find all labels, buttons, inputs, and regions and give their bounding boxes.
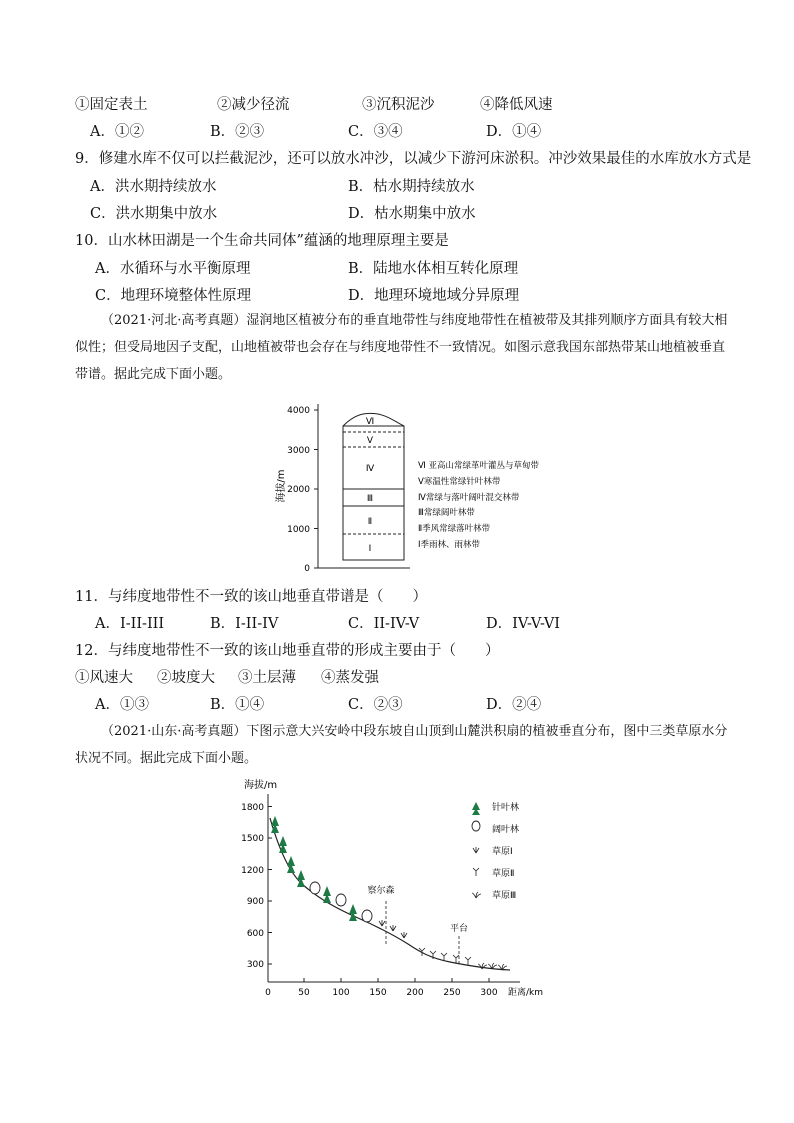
broadleaf-trees — [310, 882, 372, 922]
q12-option-d: D．②④ — [486, 697, 542, 713]
y-tick-label: 2000 — [287, 485, 310, 495]
legend-item: 针叶林 — [492, 803, 520, 813]
q12-statement-4: ④蒸发强 — [321, 670, 379, 686]
y-tick-label: 3000 — [287, 446, 310, 456]
q9-option-d: D．枯水期集中放水 — [348, 206, 476, 222]
belt-label-v: Ⅴ — [366, 436, 374, 446]
place-label-chaersen: 察尔森 — [367, 886, 395, 896]
q10-option-c: C．地理环境整体性原理 — [95, 288, 252, 304]
x-tick-label: 0 — [265, 988, 271, 998]
y-tick-label: 1000 — [287, 525, 310, 535]
legend-item: 阔叶林 — [492, 825, 520, 835]
q9-option-c: C．洪水期集中放水 — [90, 206, 218, 222]
y-tick-label: 0 — [304, 564, 310, 574]
x-tick-label: 100 — [332, 988, 350, 998]
legend-item: 草原Ⅱ — [492, 869, 515, 879]
intro-shandong: （2021·山东·高考真题）下图示意大兴安岭中段东坡自山顶到山麓洪积扇的植被垂直分布，图中三类草原水分状况不同。据此完成下面小题。 — [75, 724, 728, 766]
q10-option-b: B．陆地水体相互转化原理 — [348, 261, 519, 277]
q9-option-b: B．枯水期持续放水 — [348, 179, 475, 195]
x-tick-label: 50 — [298, 988, 310, 998]
y-tick-label: 300 — [246, 960, 264, 970]
belt-label-iii: Ⅲ — [366, 494, 374, 504]
q12-statement-3: ③土层薄 — [238, 670, 296, 686]
legend-item: Ⅵ 亚高山常绿革叶灌丛与草甸带 — [418, 461, 540, 471]
q11-option-d: D．IV-V-VI — [486, 616, 561, 632]
vegetation-profile-figure — [230, 776, 570, 1002]
legend-item: Ⅲ常绿阔叶林带 — [418, 508, 475, 518]
q11-option-c: C．II-IV-V — [348, 616, 420, 632]
q8-statement-3: ③沉积泥沙 — [362, 97, 435, 113]
grassland-iii-symbols — [478, 963, 507, 970]
x-tick-label: 300 — [480, 988, 498, 998]
q8-statement-4: ④降低风速 — [480, 97, 553, 113]
belt-label-i: Ⅰ — [368, 544, 372, 554]
q10-option-a: A．水循环与水平衡原理 — [95, 261, 251, 277]
q12-statement-1: ①风速大 — [75, 670, 133, 686]
q11-option-b: B．I-II-IV — [210, 616, 279, 632]
legend-item: 草原Ⅰ — [492, 847, 513, 857]
legend-item: Ⅱ季风常绿落叶林带 — [418, 524, 491, 534]
y-tick-label: 1200 — [241, 866, 264, 876]
y-tick-label: 1800 — [241, 803, 264, 813]
intro-hebei: （2021·河北·高考真题）湿润地区植被分布的垂直地带性与纬度地带性在植被带及其排列顺序方面具有较大相似性；但受局地因子支配，山地植被带也会存在与纬度地带性不一致情况。如图示意我国东部热带某山地植被垂直带谱。据此完成下面小题。 — [75, 313, 728, 382]
x-axis-label: 距离/km — [508, 988, 544, 998]
q12-option-a: A．①③ — [95, 697, 149, 713]
q10-option-d: D．地理环境地域分异原理 — [348, 288, 520, 304]
q9-stem: 9．修建水库不仅可以拦截泥沙，还可以放水冲沙，以减少下游河床淤积。冲沙效果最佳的水库放水方式是 — [75, 151, 752, 167]
x-tick-label: 200 — [406, 988, 424, 998]
q8-option-b: B．②③ — [210, 124, 265, 140]
y-axis-label: 海拔/m — [276, 469, 287, 503]
q11-stem: 11．与纬度地带性不一致的该山地垂直带谱是（ ） — [75, 589, 427, 605]
y-tick-label: 4000 — [287, 406, 310, 416]
legend-item: Ⅳ常绿与落叶阔叶混交林带 — [418, 493, 520, 503]
place-label-platform: 平台 — [449, 924, 469, 934]
y-tick-label: 600 — [246, 929, 264, 939]
legend-item: 草原Ⅲ — [492, 891, 517, 901]
y-tick-label: 900 — [246, 897, 264, 907]
y-axis — [314, 404, 410, 568]
grassland-ii-symbols — [419, 948, 471, 965]
x-tick-label: 250 — [443, 988, 461, 998]
q12-statement-2: ②坡度大 — [157, 670, 215, 686]
q8-option-d: D．①④ — [486, 124, 542, 140]
vegetation-belt-figure — [270, 396, 570, 576]
belt-column — [343, 413, 404, 560]
q12-option-c: C．②③ — [348, 697, 403, 713]
q12-stem: 12．与纬度地带性不一致的该山地垂直带的形成主要由于（ ） — [75, 643, 500, 659]
q8-statement-2: ②减少径流 — [217, 97, 290, 113]
q8-statement-1: ①固定表土 — [75, 97, 148, 113]
y-axis-label: 海拔/m — [244, 780, 278, 791]
legend-item: Ⅴ寒温性常绿针叶林带 — [418, 477, 501, 487]
q8-option-a: A．①② — [90, 124, 144, 140]
q9-option-a: A．洪水期持续放水 — [90, 179, 217, 195]
belt-label-ii: Ⅱ — [367, 517, 373, 527]
q12-option-b: B．①④ — [210, 697, 265, 713]
x-tick-label: 150 — [369, 988, 387, 998]
belt-label-iv: Ⅳ — [365, 464, 375, 474]
legend-item: Ⅰ季雨林、雨林带 — [418, 540, 481, 550]
q10-stem: 10．山水林田湖是一个生命共同体”蕴涵的地理原理主要是 — [75, 233, 449, 249]
q8-option-c: C．③④ — [348, 124, 403, 140]
q11-option-a: A．I-II-III — [95, 616, 165, 632]
y-tick-label: 1500 — [241, 834, 264, 844]
legend — [472, 801, 519, 901]
belt-label-vi: Ⅵ — [365, 417, 375, 427]
